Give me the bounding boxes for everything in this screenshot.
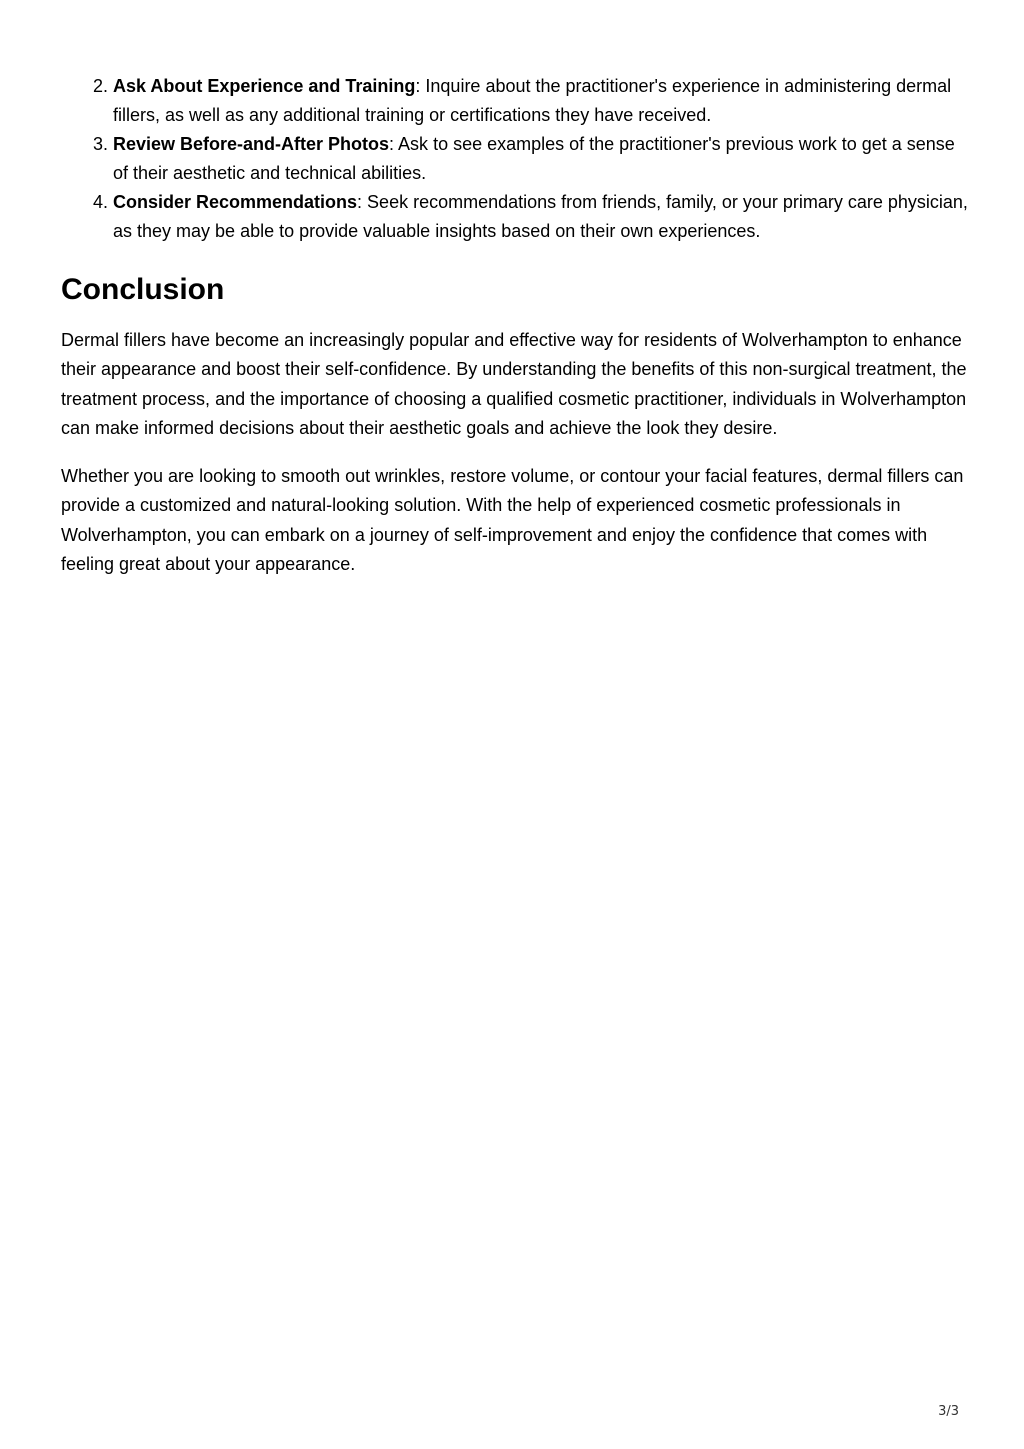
tips-list [61, 72, 971, 246]
list-item-title: Consider Recommendations [113, 192, 358, 212]
list-item [113, 130, 971, 188]
list-item [113, 188, 971, 246]
list-item-text: : Ask to see examples of the practitioner's previous work to get a sense of their aesthetic and technical abilities. [113, 134, 955, 183]
conclusion-paragraph: Whether you are looking to smooth out wrinkles, restore volume, or contour your facial features, dermal fillers can provide a customized and natural-looking solution. With the help of experienced cosmetic professionals in Wolverhampton, you can embark on a journey of self-improvement and enjoy the confidence that comes with feeling great about your appearance. [61, 466, 964, 575]
list-item-title: Review Before-and-After Photos [113, 134, 390, 154]
document-page [61, 72, 971, 579]
page-number: 3/3 [938, 1404, 959, 1419]
list-item-text: : Inquire about the practitioner's experience in administering dermal fillers, as well as any additional training or certifications they have received. [113, 76, 952, 125]
list-item-title: Ask About Experience and Training [113, 76, 416, 96]
list-item [113, 72, 971, 130]
list-item-text: : Seek recommendations from friends, family, or your primary care physician, as they may be able to provide valuable insights based on their own experiences. [113, 192, 968, 241]
conclusion-heading: Conclusion [61, 273, 225, 306]
conclusion-paragraph: Dermal fillers have become an increasingly popular and effective way for residents of Wolverhampton to enhance their appearance and boost their self-confidence. By understanding the benefits of this non-surgical treatment, the treatment process, and the importance of choosing a qualified cosmetic practitioner, individuals in Wolverhampton can make informed decisions about their aesthetic goals and achieve the look they desire. [61, 330, 967, 438]
